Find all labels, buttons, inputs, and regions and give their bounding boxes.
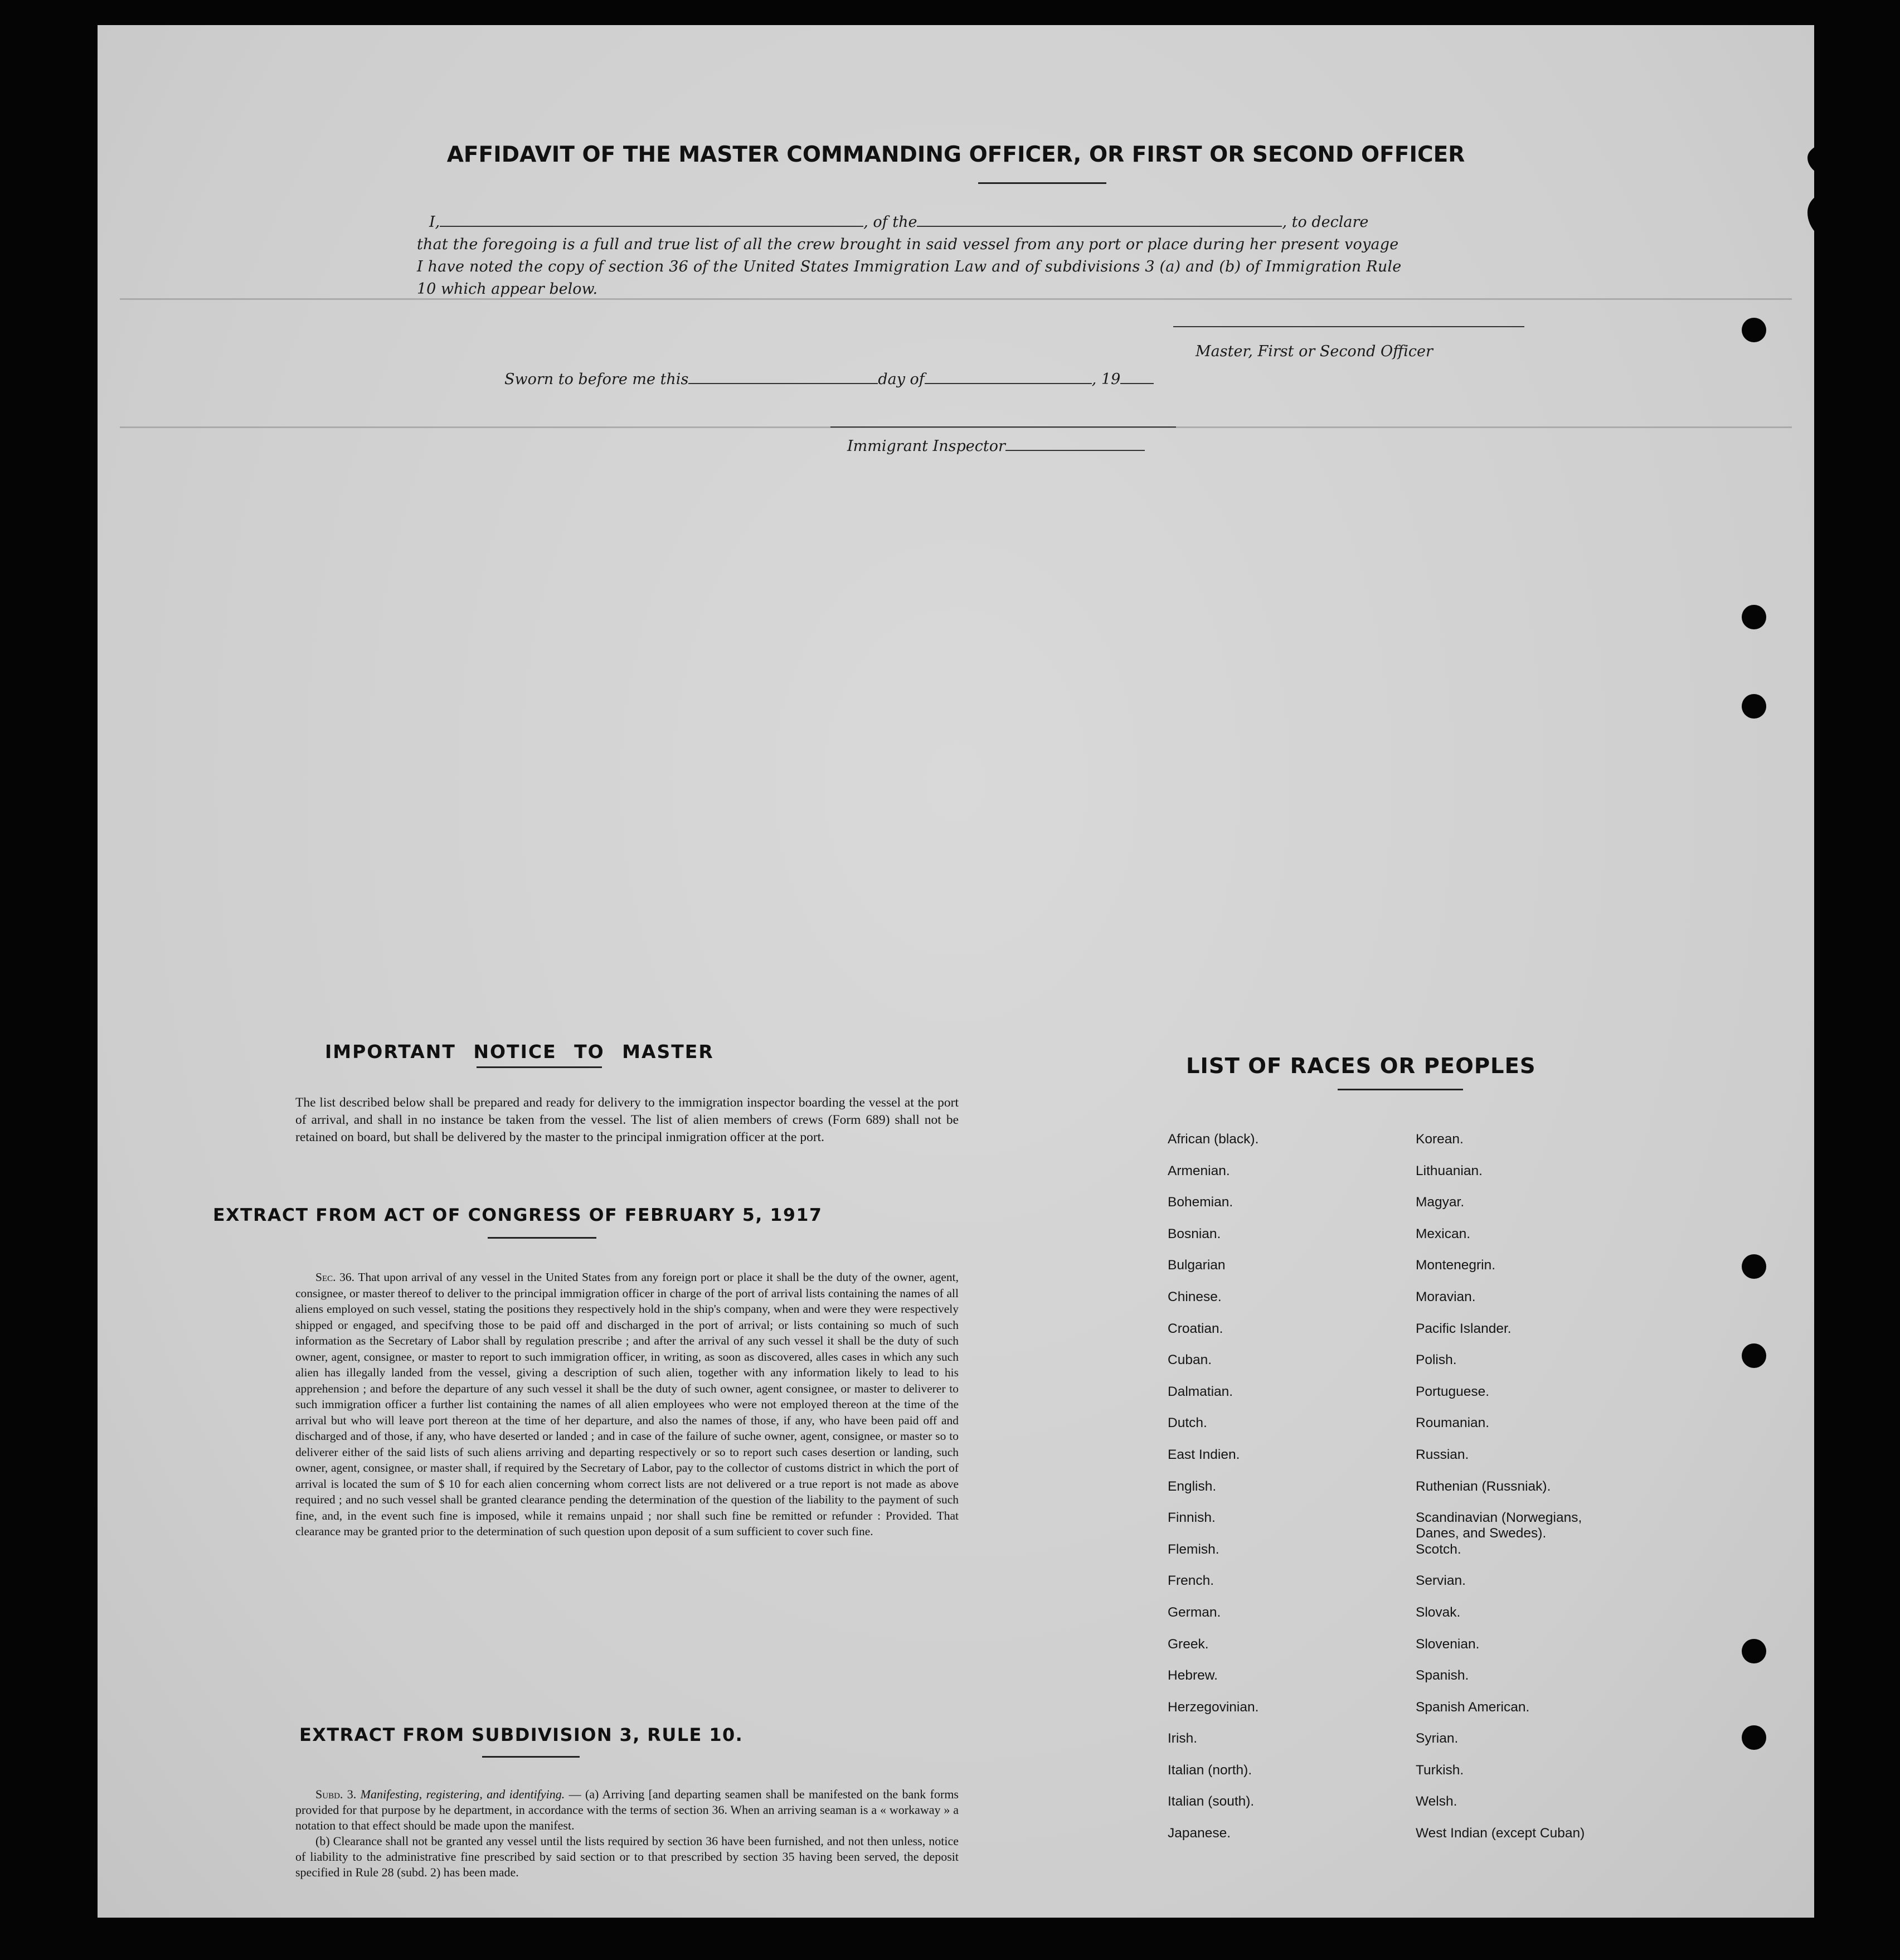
title-underline <box>978 182 1106 184</box>
races-left-column <box>1168 1132 1258 1857</box>
race-item: Bosnian. <box>1168 1226 1221 1241</box>
bleed-through-rule <box>120 298 1792 300</box>
rule-extract-title: EXTRACT FROM SUBDIVISION 3, RULE 10. <box>299 1724 744 1745</box>
rule-part-a: — (a) Arriving [and departing seamen shall be manifested on the bank forms provided for that purpose by he department, in accordance with the terms of section 36. When an arriving seaman is a « workaway » a notation to that effect should be made upon the manifest. <box>295 1787 959 1832</box>
race-item: Croatian. <box>1168 1321 1223 1336</box>
affidavit-line-4: 10 which appear below. <box>417 280 598 298</box>
inspector-caption-text: Immigrant Inspector <box>847 438 1005 455</box>
affidavit-line-2: that the foregoing is a full and true list of all the crew brought in said vessel from any port or place during her present voyage <box>417 236 1399 253</box>
race-item: Hebrew. <box>1168 1668 1218 1684</box>
race-item: West Indian (except Cuban) <box>1416 1826 1585 1841</box>
race-item: Welsh. <box>1416 1794 1457 1809</box>
affidavit-line-3: I have noted the copy of section 36 of the United States Immigration Law and of subdivisions 3 (a) and (b) of Immigration Rule <box>417 258 1402 275</box>
race-item: Moravian. <box>1416 1289 1476 1304</box>
rule-heading: Manifesting, registering, and identifying. <box>360 1787 565 1801</box>
punch-hole <box>1742 694 1766 719</box>
race-item: Turkish. <box>1416 1762 1464 1778</box>
race-item: Montenegrin. <box>1416 1258 1496 1273</box>
race-item: Scandinavian (Norwegians, Danes, and Swedes). <box>1416 1510 1582 1541</box>
master-signature-line[interactable] <box>1173 326 1524 327</box>
race-item: Dutch. <box>1168 1415 1207 1431</box>
punch-hole <box>1742 605 1766 629</box>
act-title-underline <box>488 1237 596 1239</box>
rule-subd-label: Subd. 3. <box>315 1787 357 1801</box>
races-title-underline <box>1338 1089 1463 1090</box>
race-item: Polish. <box>1416 1352 1457 1368</box>
race-item: Korean. <box>1416 1132 1464 1147</box>
affidavit-line1-mid: , of the <box>863 214 917 231</box>
race-item: Lithuanian. <box>1416 1163 1483 1178</box>
sworn-month-blank[interactable] <box>925 371 1092 384</box>
sworn-year-blank[interactable] <box>1120 371 1154 384</box>
race-item: Magyar. <box>1416 1195 1465 1210</box>
race-item: Armenian. <box>1168 1163 1230 1178</box>
race-item: Servian. <box>1416 1573 1466 1589</box>
punch-hole <box>1742 1725 1766 1750</box>
sworn-prefix: Sworn to before me this <box>504 371 689 388</box>
race-item: Pacific Islander. <box>1416 1321 1512 1336</box>
race-item: Syrian. <box>1416 1731 1459 1746</box>
act-extract-title: EXTRACT FROM ACT OF CONGRESS OF FEBRUARY 5, 1917 <box>213 1205 823 1225</box>
sworn-line <box>504 371 1154 388</box>
torn-edge <box>1807 192 1814 242</box>
race-item: Flemish. <box>1168 1541 1219 1557</box>
inspector-signature-line[interactable] <box>830 426 1176 428</box>
race-item: Dalmatian. <box>1168 1384 1233 1399</box>
notice-title-underline <box>477 1066 602 1068</box>
race-item: Spanish American. <box>1416 1699 1530 1715</box>
inspector-caption-blank <box>1005 438 1145 451</box>
affidavit-line-1 <box>429 214 1368 231</box>
manifest-sheet <box>98 25 1814 1918</box>
sworn-day-label: day of <box>878 371 925 388</box>
inspector-caption <box>847 438 1145 455</box>
affidavit-line1-prefix: I, <box>429 214 440 231</box>
race-item: Cuban. <box>1168 1352 1212 1368</box>
races-right-column <box>1416 1132 1585 1857</box>
race-item: Ruthenian (Russniak). <box>1416 1478 1551 1494</box>
rule-title-underline <box>482 1756 580 1758</box>
act-section-text: That upon arrival of any vessel in the United States from any foreign port or place it shall be the duty of the owner, agent, consignee, or master thereof to deliver to the principal immigration officer in charge of the port of arrival lists containing the names of all aliens employed on such vessel, stating the positions they respectively hold in the ship's company, when and were they were respectively shipped or engaged, and specifving those to be paid off and discharged in the port of arrival; or lists containing so much of such information as the Secretary of Labor shall by regulation prescribe ; and after the arrival of any such vessel it shall be the duty of such owner, agent, consignee, or master to report to such immigration officer, in writing, as soon as discovered, alles cases in which any such alien has illegally landed from the vessel, giving a description of such alien, together with any information likely to lead to his apprehension ; and before the departure of any such vessel it shall be the duty of such owner, agent consignee, or master to deliverer to such immigration officer a further list containing the names of all alien employees who were not employed thereon at the time of the arrival but who will leave port thereon at the time of her departure, and also the names of those, if any, who have been paid off and discharged and of those, if any, who have deserted or landed ; and in case of the failure of suche owner, agent, consignee, or master so to deliverer either of the said lists of such aliens arriving and departing respectively or so to report such cases desertion or landing, such owner, agent, consignee, or master shall, if required by the Secretary of Labor, pay to the collector of customs district in which the port of arrival is located the sum of $ 10 for each alien concerning whom correct lists are not delivered or a true report is not made as above required ; and no such vessel shall be granted clearance pending the determination of the question of the liability to the payment of such fine, and, in the event such fine is imposed, while it remains unpaid ; nor shall such fine be remitted or refunder : Provided. That clearance may be granted prior to the determination of such question upon deposit of a sum sufficient to cover such fine. <box>295 1270 959 1538</box>
vessel-name-blank[interactable] <box>917 214 1282 227</box>
affidavit-title: AFFIDAVIT OF THE MASTER COMMANDING OFFICER, OR FIRST OR SECOND OFFICER <box>446 142 1465 167</box>
race-item: Spanish. <box>1416 1668 1469 1684</box>
master-signature-caption: Master, First or Second Officer <box>1196 343 1433 360</box>
act-section-label: Sec. 36. <box>315 1270 355 1284</box>
race-item: East Indien. <box>1168 1447 1240 1462</box>
affidavit-line1-suffix: , to declare <box>1282 214 1369 231</box>
race-item: Roumanian. <box>1416 1415 1490 1431</box>
race-item: Irish. <box>1168 1731 1198 1746</box>
race-item: Mexican. <box>1416 1226 1471 1241</box>
race-item: German. <box>1168 1604 1221 1620</box>
punch-hole <box>1742 1343 1766 1368</box>
act-extract-body <box>295 1269 959 1540</box>
sworn-date-blank[interactable] <box>688 371 878 384</box>
race-item: Bohemian. <box>1168 1195 1233 1210</box>
notice-body: The list described below shall be prepared and ready for delivery to the immigration inspector boarding the vessel at the port of arrival, and shall in no instance be taken from the vessel. The list of alien members of crews (Form 689) shall not be retained on board, but shall be delivered by the master to the principal inmigration officer at the port. <box>295 1095 959 1144</box>
race-item: Portuguese. <box>1416 1384 1490 1399</box>
punch-hole <box>1742 318 1766 342</box>
race-item: Scotch. <box>1416 1541 1461 1557</box>
rule-part-b: (b) Clearance shall not be granted any vessel until the lists required by section 36 have been furnished, and not then unless, notice of liability to the administrative fine prescribed by said section or to that prescribed by section 35 having been served, the deposit specified in Rule 28 (subd. 2) has been made. <box>295 1834 959 1879</box>
race-item: Greek. <box>1168 1636 1209 1652</box>
race-item: Japanese. <box>1168 1826 1231 1841</box>
race-item: Bulgarian <box>1168 1258 1226 1273</box>
race-item: French. <box>1168 1573 1214 1589</box>
race-item: African (black). <box>1168 1132 1259 1147</box>
race-item: English. <box>1168 1478 1217 1494</box>
race-item: Slovenian. <box>1416 1636 1480 1652</box>
punch-hole <box>1742 1639 1766 1663</box>
race-item: Italian (south). <box>1168 1794 1255 1809</box>
race-item: Russian. <box>1416 1447 1469 1462</box>
race-item: Chinese. <box>1168 1289 1222 1304</box>
race-item: Slovak. <box>1416 1604 1461 1620</box>
notice-title: IMPORTANT NOTICE TO MASTER <box>325 1041 714 1063</box>
master-name-blank[interactable] <box>440 214 863 227</box>
rule-extract-body <box>295 1787 959 1880</box>
sworn-year-label: , 19 <box>1091 371 1121 388</box>
punch-hole <box>1742 1254 1766 1279</box>
race-item: Finnish. <box>1168 1510 1216 1526</box>
races-title: LIST OF RACES OR PEOPLES <box>1186 1054 1536 1079</box>
race-item: Italian (north). <box>1168 1762 1252 1778</box>
race-item: Herzegovinian. <box>1168 1699 1259 1715</box>
